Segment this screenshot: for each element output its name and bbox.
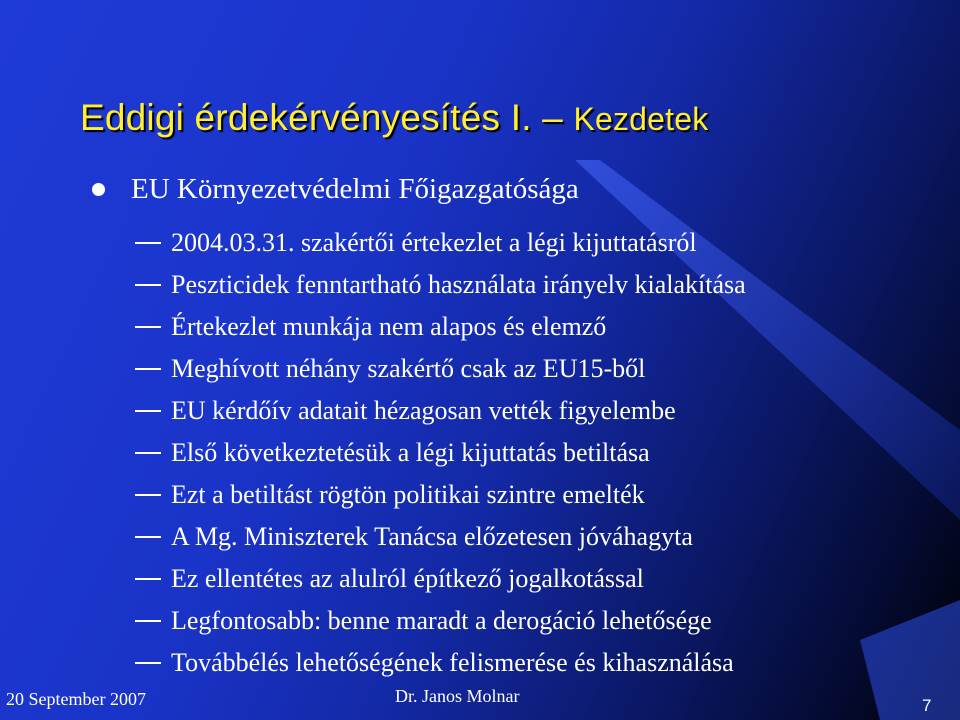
sub-bullet-text: 2004.03.31. szakértői értekezlet a légi kijuttatásról [171,228,697,257]
footer-author: Dr. Janos Molnar [395,686,520,706]
dash-icon [135,368,161,370]
dash-icon [135,494,161,496]
dash-icon [135,284,161,286]
sub-bullet-item [135,558,746,600]
sub-bullet-item [135,222,746,264]
sub-bullet-list [135,222,746,684]
sub-bullet-text: Peszticidek fenntartható használata irányelv kialakítása [171,270,746,299]
dash-icon [135,662,161,664]
dash-icon [135,620,161,622]
dash-icon [135,536,161,538]
sub-bullet-item [135,642,746,684]
dash-icon [135,326,161,328]
sub-bullet-text: Továbbélés lehetőségének felismerése és kihasználása [171,648,734,677]
dash-icon [135,578,161,580]
bullet-dot-icon [92,183,105,196]
title-main: Eddigi érdekérvényesítés I. – [80,97,563,138]
slide-title [80,97,708,139]
dash-icon [135,242,161,244]
sub-bullet-item [135,600,746,642]
footer-date: 20 September 2007 [6,689,146,709]
sub-bullet-text: A Mg. Miniszterek Tanácsa előzetesen jóváhagyta [171,522,693,551]
main-bullet [92,173,579,206]
sub-bullet-item [135,348,746,390]
sub-bullet-text: Legfontosabb: benne maradt a derogáció lehetősége [171,606,712,635]
title-sub: Kezdetek [573,101,709,137]
dash-icon [135,452,161,454]
sub-bullet-item [135,516,746,558]
sub-bullet-text: Ez ellentétes az alulról építkező jogalkotással [171,564,644,593]
sub-bullet-text: Ezt a betiltást rögtön politikai szintre emelték [171,480,645,509]
sub-bullet-text: EU kérdőív adatait hézagosan vették figyelembe [171,396,676,425]
sub-bullet-item [135,390,746,432]
sub-bullet-text: Értekezlet munkája nem alapos és elemző [171,312,607,341]
sub-bullet-item [135,474,746,516]
main-bullet-text: EU Környezetvédelmi Főigazgatósága [131,173,579,205]
sub-bullet-item [135,306,746,348]
sub-bullet-item [135,432,746,474]
dash-icon [135,410,161,412]
page-number: 7 [922,696,932,715]
sub-bullet-item [135,264,746,306]
sub-bullet-text: Első következtetésük a légi kijuttatás betiltása [171,438,650,467]
sub-bullet-text: Meghívott néhány szakértő csak az EU15-ből [171,354,646,383]
